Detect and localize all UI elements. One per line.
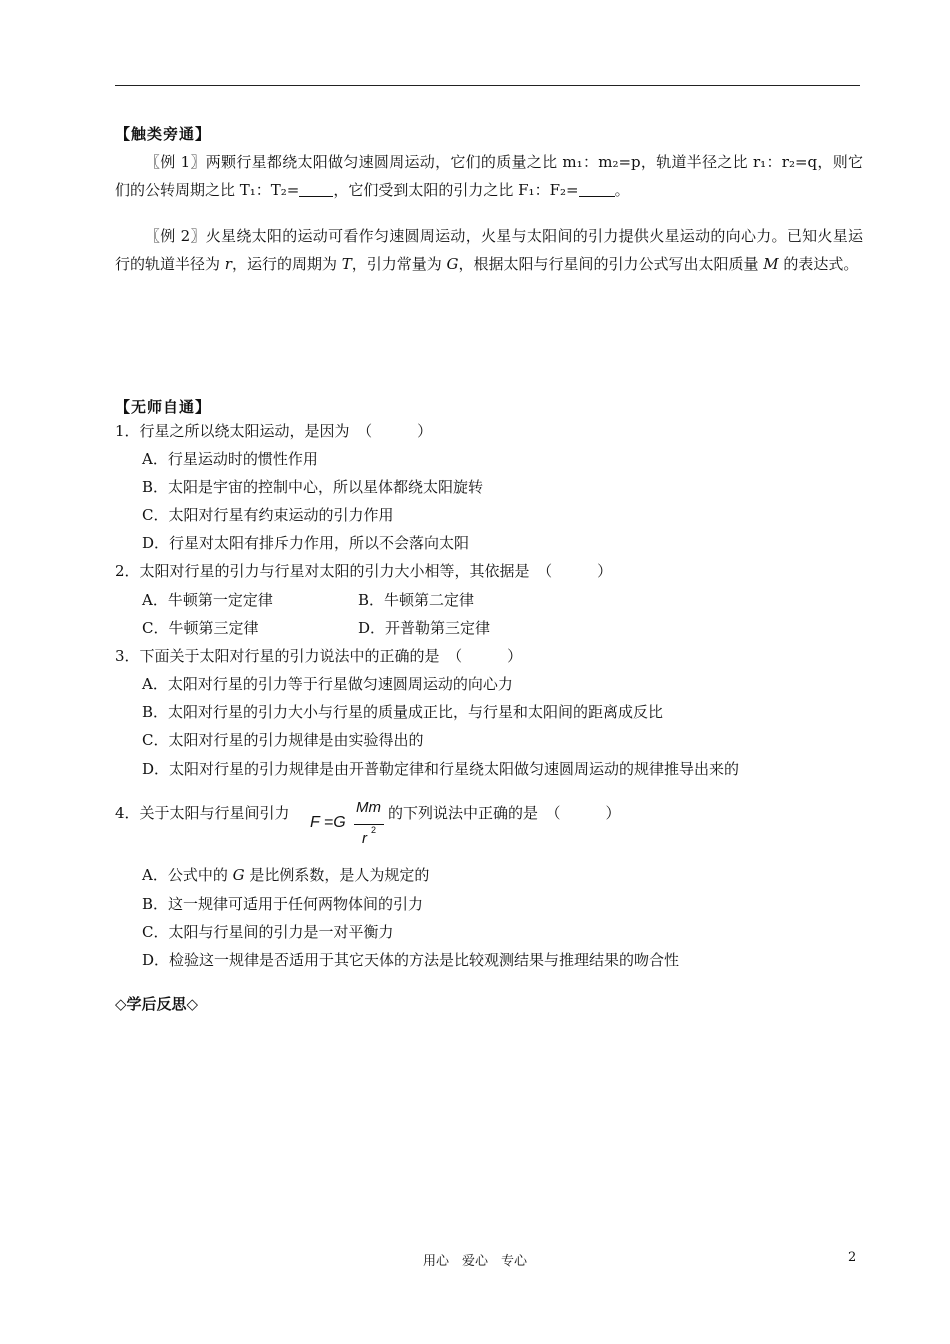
example-1-text-a: 〖例 1〗两颗行星都绕太阳做匀速圆周运动，它们的质量之比 m₁：m₂=p，轨道半径之比 r₁：r₂=q，则它们的公转周期之比 T₁：T₂= <box>115 153 863 199</box>
question-3-stem: 3．下面关于太阳对行星的引力说法中的正确的是 <box>115 647 440 665</box>
example-2-text-d: ，根据太阳与行星间的引力公式写出太阳质量 <box>458 255 764 273</box>
formula-numerator: Mm <box>356 799 381 816</box>
reflection-heading: ◇学后反思◇ <box>115 995 199 1013</box>
q3-option-b: B．太阳对行星的引力大小与行星的质量成正比，与行星和太阳间的距离成反比 <box>142 703 664 721</box>
q2-option-c: C．牛顿第三定律 <box>142 619 259 637</box>
q2-option-b: B．牛顿第二定律 <box>358 591 475 609</box>
q1-option-b: B．太阳是宇宙的控制中心，所以星体都绕太阳旋转 <box>142 478 484 496</box>
header-rule <box>115 85 860 86</box>
q3-option-c: C．太阳对行星的引力规律是由实验得出的 <box>142 731 424 749</box>
gravitation-formula <box>310 800 388 850</box>
q1-option-d: D．行星对太阳有排斥力作用，所以不会落向太阳 <box>142 534 470 552</box>
question-1 <box>115 421 432 441</box>
example-1 <box>115 148 863 204</box>
question-2-stem: 2．太阳对行星的引力与行星对太阳的引力大小相等，其依据是 <box>115 562 530 580</box>
example-2-text-a: 〖例 2〗火星绕太阳的运动可看作匀速圆周运动，火星与太阳间的引力提供火星运动的向心力。已知火星运行的轨道半径为 <box>115 227 863 273</box>
q4-option-a <box>142 865 429 885</box>
question-4-stem-b-text: 的下列说法中正确的是 <box>388 804 539 822</box>
answer-paren: （ ） <box>364 422 433 440</box>
section-title-chulei: 【触类旁通】 <box>115 125 212 143</box>
question-1-stem: 1．行星之所以绕太阳运动，是因为 <box>115 422 350 440</box>
q4-option-d: D．检验这一规律是否适用于其它天体的方法是比较观测结果与推理结果的吻合性 <box>142 951 680 969</box>
answer-blank-force-ratio <box>579 180 615 197</box>
q4-option-b: B．这一规律可适用于任何两物体间的引力 <box>142 895 424 913</box>
answer-paren: （ ） <box>454 647 523 665</box>
question-4-stem-b <box>388 803 621 823</box>
var-r: r <box>224 255 232 273</box>
section-title-wushi: 【无师自通】 <box>115 398 212 416</box>
question-3 <box>115 646 522 666</box>
example-2-text-b: ，运行的周期为 <box>231 255 342 273</box>
formula-exponent: 2 <box>371 825 377 835</box>
answer-paren: （ ） <box>544 562 613 580</box>
question-2 <box>115 561 612 581</box>
var-T: T <box>341 255 352 273</box>
var-G: G <box>232 866 245 884</box>
formula-lhs: F =G <box>310 814 346 831</box>
q4-option-a-text-b: 是比例系数，是人为规定的 <box>244 866 430 884</box>
example-1-text-b: ，它们受到太阳的引力之比 F₁：F₂= <box>333 181 579 199</box>
q1-option-a: A．行星运动时的惯性作用 <box>142 450 318 468</box>
example-2-text-e: 的表达式。 <box>778 255 859 273</box>
q4-option-a-text: A．公式中的 <box>142 866 233 884</box>
var-M: M <box>763 255 779 273</box>
example-2-text-c: ，引力常量为 <box>351 255 447 273</box>
answer-blank-period-ratio <box>299 180 333 197</box>
formula-fraction-bar <box>354 824 384 825</box>
q2-option-a: A．牛顿第一定定律 <box>142 591 273 609</box>
answer-paren: （ ） <box>553 804 621 822</box>
example-1-text-c: 。 <box>614 181 630 199</box>
q3-option-d: D．太阳对行星的引力规律是由开普勒定律和行星绕太阳做匀速圆周运动的规律推导出来的 <box>142 760 740 778</box>
question-4-stem-a: 4．关于太阳与行星间引力 <box>115 804 290 822</box>
q3-option-a: A．太阳对行星的引力等于行星做匀速圆周运动的向心力 <box>142 675 513 693</box>
example-2 <box>115 222 863 278</box>
footer-slogan: 用心 爱心 专心 <box>422 1254 527 1269</box>
q1-option-c: C．太阳对行星有约束运动的引力作用 <box>142 506 394 524</box>
q4-option-c: C．太阳与行星间的引力是一对平衡力 <box>142 923 394 941</box>
page-number: 2 <box>848 1250 857 1265</box>
formula-denominator: r <box>362 830 367 847</box>
var-G: G <box>446 255 459 273</box>
q2-option-d: D．开普勒第三定律 <box>358 619 491 637</box>
